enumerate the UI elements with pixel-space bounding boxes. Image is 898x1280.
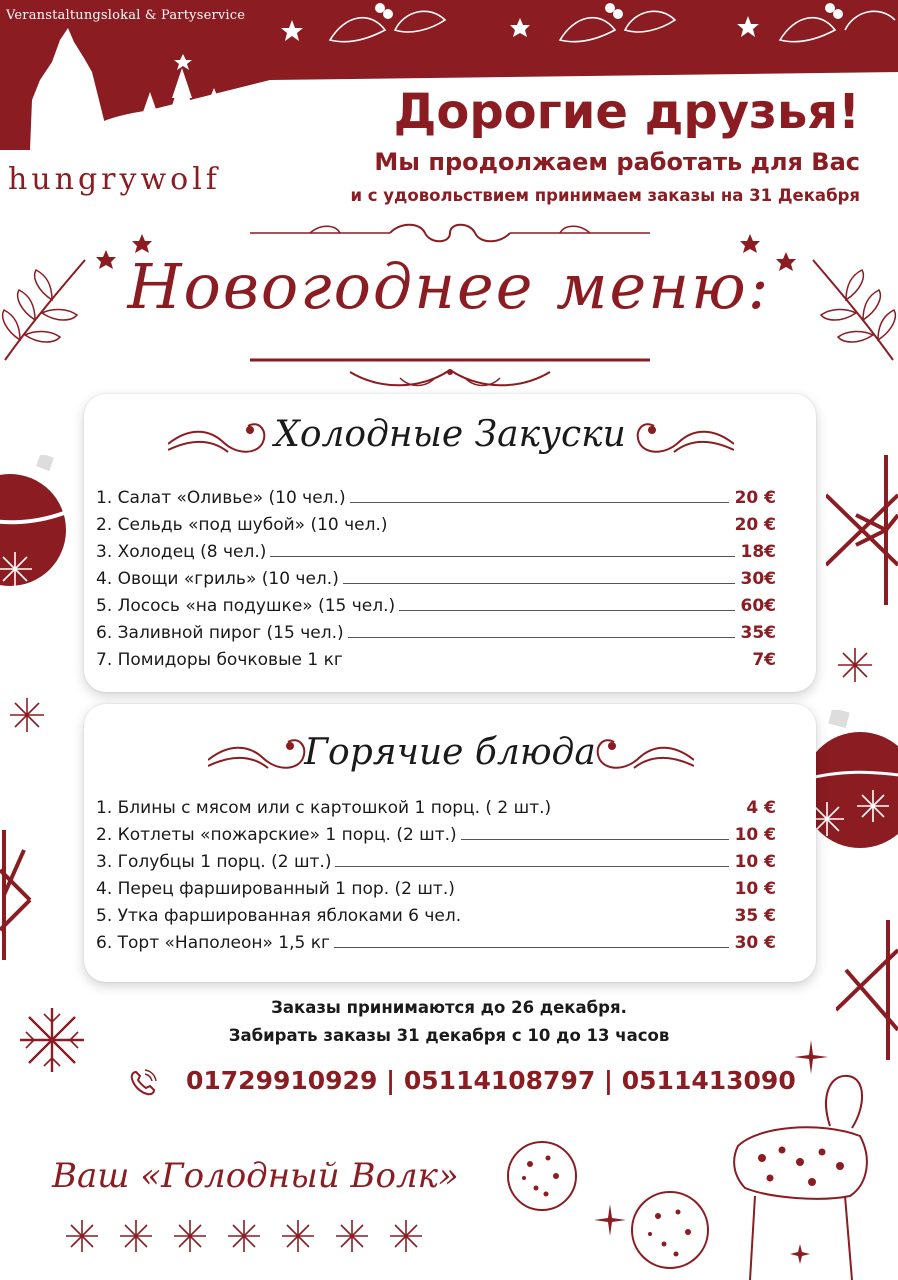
item-price: 18€ <box>740 542 776 562</box>
menu-item-row <box>96 563 776 589</box>
snowflake-left-large <box>0 830 36 960</box>
item-price: 35€ <box>740 623 776 643</box>
leader-line <box>347 664 747 665</box>
item-name: 3. Голубцы 1 порц. (2 шт.) <box>96 852 332 872</box>
item-name: 4. Овощи «гриль» (10 чел.) <box>96 569 339 589</box>
cookies-stocking-illustration <box>500 1066 898 1280</box>
item-price: 60€ <box>740 596 776 616</box>
item-name: 2. Сельдь «под шубой» (10 чел.) <box>96 515 388 535</box>
subtitle-heading: Мы продолжаем работать для Вас <box>374 148 860 176</box>
snowflake-small-right <box>836 646 874 684</box>
snowflake-right-large <box>826 455 898 605</box>
menu-item-row <box>96 927 776 953</box>
item-name: 1. Салат «Оливье» (10 чел.) <box>96 488 346 508</box>
leader-line <box>465 920 728 921</box>
phone-numbers[interactable]: 01729910929 | 05114108797 | 0511413090 <box>186 1066 796 1095</box>
snowflake-left-notes <box>18 1006 86 1074</box>
menu-item-row <box>96 792 776 818</box>
leader-line <box>334 946 729 948</box>
leader-line <box>348 636 735 638</box>
ornament-ball-left <box>0 455 66 605</box>
menu-title: Новогоднее меню: <box>127 250 771 323</box>
hot-dishes-card <box>84 704 816 982</box>
menu-item-row <box>96 590 776 616</box>
item-price: 10 € <box>734 825 776 845</box>
snowflake-row <box>62 1216 432 1256</box>
item-name: 6. Торт «Наполеон» 1,5 кг <box>96 933 330 953</box>
menu-item-row <box>96 617 776 643</box>
item-name: 3. Холодец (8 чел.) <box>96 542 267 562</box>
item-price: 30 € <box>734 933 776 953</box>
item-price: 4 € <box>746 798 776 818</box>
item-name: 1. Блины с мясом или с картошкой 1 порц. ( 2 шт.) <box>96 798 552 818</box>
item-price: 35 € <box>734 906 776 926</box>
menu-item-row <box>96 644 776 670</box>
leader-line <box>270 555 734 557</box>
cold-appetizers-card <box>84 394 816 692</box>
item-name: 5. Утка фаршированная яблоками 6 чел. <box>96 906 462 926</box>
greeting-heading: Дорогие друзья! <box>393 84 860 140</box>
menu-item-row <box>96 900 776 926</box>
brand-logo-text: hungrywolf <box>8 162 221 197</box>
ornament-divider-bottom <box>250 342 650 392</box>
menu-item-row <box>96 482 776 508</box>
item-name: 6. Заливной пирог (15 чел.) <box>96 623 344 643</box>
menu-item-row <box>96 536 776 562</box>
item-price: 30€ <box>740 569 776 589</box>
leader-line <box>461 838 729 840</box>
order-deadline-note: Заказы принимаются до 26 декабря. <box>271 998 627 1017</box>
cold-section-title: Холодные Закуски <box>274 414 626 455</box>
item-price: 20 € <box>734 488 776 508</box>
menu-item-row <box>96 873 776 899</box>
menu-item-row <box>96 509 776 535</box>
menu-item-row <box>96 846 776 872</box>
item-name: 7. Помидоры бочковые 1 кг <box>96 650 343 670</box>
signature-text: Ваш «Голодный Волк» <box>52 1156 459 1196</box>
hot-section-title: Горячие блюда <box>304 732 596 773</box>
leader-line <box>459 893 729 894</box>
leader-line <box>343 582 735 584</box>
leader-line <box>555 812 740 813</box>
item-price: 7€ <box>752 650 776 670</box>
item-name: 2. Котлеты «пожарские» 1 порц. (2 шт.) <box>96 825 457 845</box>
item-price: 10 € <box>734 879 776 899</box>
leader-line <box>399 609 734 611</box>
item-price: 20 € <box>734 515 776 535</box>
leader-line <box>350 501 729 503</box>
item-name: 5. Лосось «на подушке» (15 чел.) <box>96 596 396 616</box>
leader-line <box>335 865 728 867</box>
tagline-text: и с удовольствием принимаем заказы на 31 Декабря <box>350 186 860 205</box>
snowflake-small-left <box>8 696 46 734</box>
menu-item-row <box>96 819 776 845</box>
item-price: 10 € <box>734 852 776 872</box>
venue-subtitle: Veranstaltungslokal & Partyservice <box>6 8 246 23</box>
ornament-divider-top <box>250 220 650 246</box>
item-name: 4. Перец фаршированный 1 пор. (2 шт.) <box>96 879 455 899</box>
leader-line <box>392 529 729 530</box>
pickup-time-note: Забирать заказы 31 декабря с 10 до 13 часов <box>228 1026 670 1045</box>
phone-icon <box>128 1068 158 1098</box>
